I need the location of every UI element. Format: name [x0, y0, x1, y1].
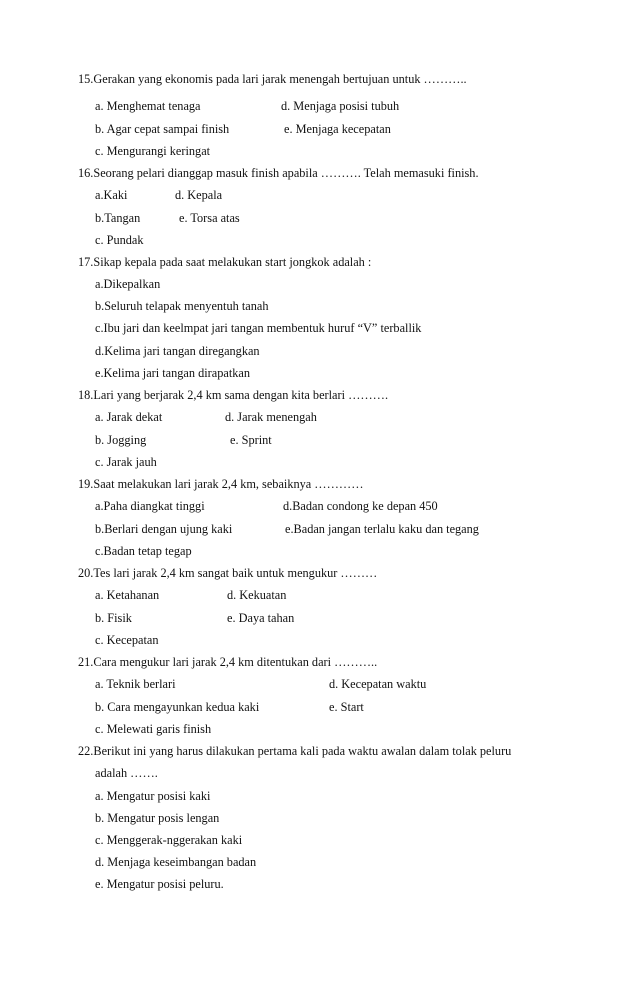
question-19-option-d: d.Badan condong ke depan 450: [283, 499, 438, 513]
question-22-option-a: a. Mengatur posisi kaki: [95, 789, 211, 803]
question-16-option-d: d. Kepala: [175, 188, 223, 202]
question-17-option-e: e.Kelima jari tangan dirapatkan: [95, 366, 251, 380]
question-19-stem: 19.Saat melakukan lari jarak 2,4 km, sebaiknya …………: [78, 477, 364, 491]
question-20-option-a: a. Ketahanan: [95, 588, 160, 602]
question-16-option-a: a.Kaki: [95, 188, 128, 202]
question-18-stem: 18.Lari yang berjarak 2,4 km sama dengan kita berlari ……….: [78, 388, 389, 402]
question-19-option-a: a.Paha diangkat tinggi: [95, 499, 205, 513]
question-22-stem: 22.Berikut ini yang harus dilakukan pertama kali pada waktu awalan dalam tolak peluru: [78, 744, 512, 758]
question-16-option-c: c. Pundak: [95, 233, 144, 247]
question-22-option-e: e. Mengatur posisi peluru.: [95, 877, 224, 891]
question-19-option-b: b.Berlari dengan ujung kaki: [95, 522, 233, 536]
question-19-option-c: c.Badan tetap tegap: [95, 544, 192, 558]
question-20-option-e: e. Daya tahan: [227, 611, 295, 625]
question-15-stem: 15.Gerakan yang ekonomis pada lari jarak menengah bertujuan untuk ………..: [78, 72, 467, 86]
question-18-option-d: d. Jarak menengah: [225, 410, 317, 424]
question-16-stem: 16.Seorang pelari dianggap masuk finish apabila ………. Telah memasuki finish.: [78, 166, 479, 180]
question-20-stem: 20.Tes lari jarak 2,4 km sangat baik untuk mengukur ………: [78, 566, 378, 580]
question-22-option-d: d. Menjaga keseimbangan badan: [95, 855, 257, 869]
question-17-option-b: b.Seluruh telapak menyentuh tanah: [95, 299, 269, 313]
question-18-option-a: a. Jarak dekat: [95, 410, 163, 424]
question-21-option-b: b. Cara mengayunkan kedua kaki: [95, 700, 260, 714]
question-18-option-c: c. Jarak jauh: [95, 455, 157, 469]
question-17-stem: 17.Sikap kepala pada saat melakukan start jongkok adalah :: [78, 255, 372, 269]
question-19-option-e: e.Badan jangan terlalu kaku dan tegang: [285, 522, 479, 536]
question-15-option-e: e. Menjaga kecepatan: [284, 122, 391, 136]
question-21-option-e: e. Start: [329, 700, 364, 714]
question-21-stem: 21.Cara mengukur lari jarak 2,4 km ditentukan dari ………..: [78, 655, 378, 669]
question-21-option-c: c. Melewati garis finish: [95, 722, 212, 736]
question-15-option-d: d. Menjaga posisi tubuh: [281, 99, 400, 113]
question-22-stem-continued: adalah …….: [95, 766, 158, 780]
question-17-option-d: d.Kelima jari tangan diregangkan: [95, 344, 260, 358]
question-16-option-e: e. Torsa atas: [179, 211, 240, 225]
question-20-option-c: c. Kecepatan: [95, 633, 159, 647]
question-21-option-a: a. Teknik berlari: [95, 677, 176, 691]
question-22-option-c: c. Menggerak-nggerakan kaki: [95, 833, 243, 847]
question-16-option-b: b.Tangan: [95, 211, 141, 225]
question-18-option-b: b. Jogging: [95, 433, 147, 447]
question-20-option-d: d. Kekuatan: [227, 588, 287, 602]
question-18-option-e: e. Sprint: [230, 433, 272, 447]
question-20-option-b: b. Fisik: [95, 611, 132, 625]
question-17-option-a: a.Dikepalkan: [95, 277, 161, 291]
question-15-option-b: b. Agar cepat sampai finish: [95, 122, 230, 136]
question-17-option-c: c.Ibu jari dan keelmpat jari tangan membentuk huruf “V” terballik: [95, 321, 422, 335]
question-22-option-b: b. Mengatur posis lengan: [95, 811, 220, 825]
question-15-option-c: c. Mengurangi keringat: [95, 144, 211, 158]
question-21-option-d: d. Kecepatan waktu: [329, 677, 427, 691]
question-15-option-a: a. Menghemat tenaga: [95, 99, 201, 113]
